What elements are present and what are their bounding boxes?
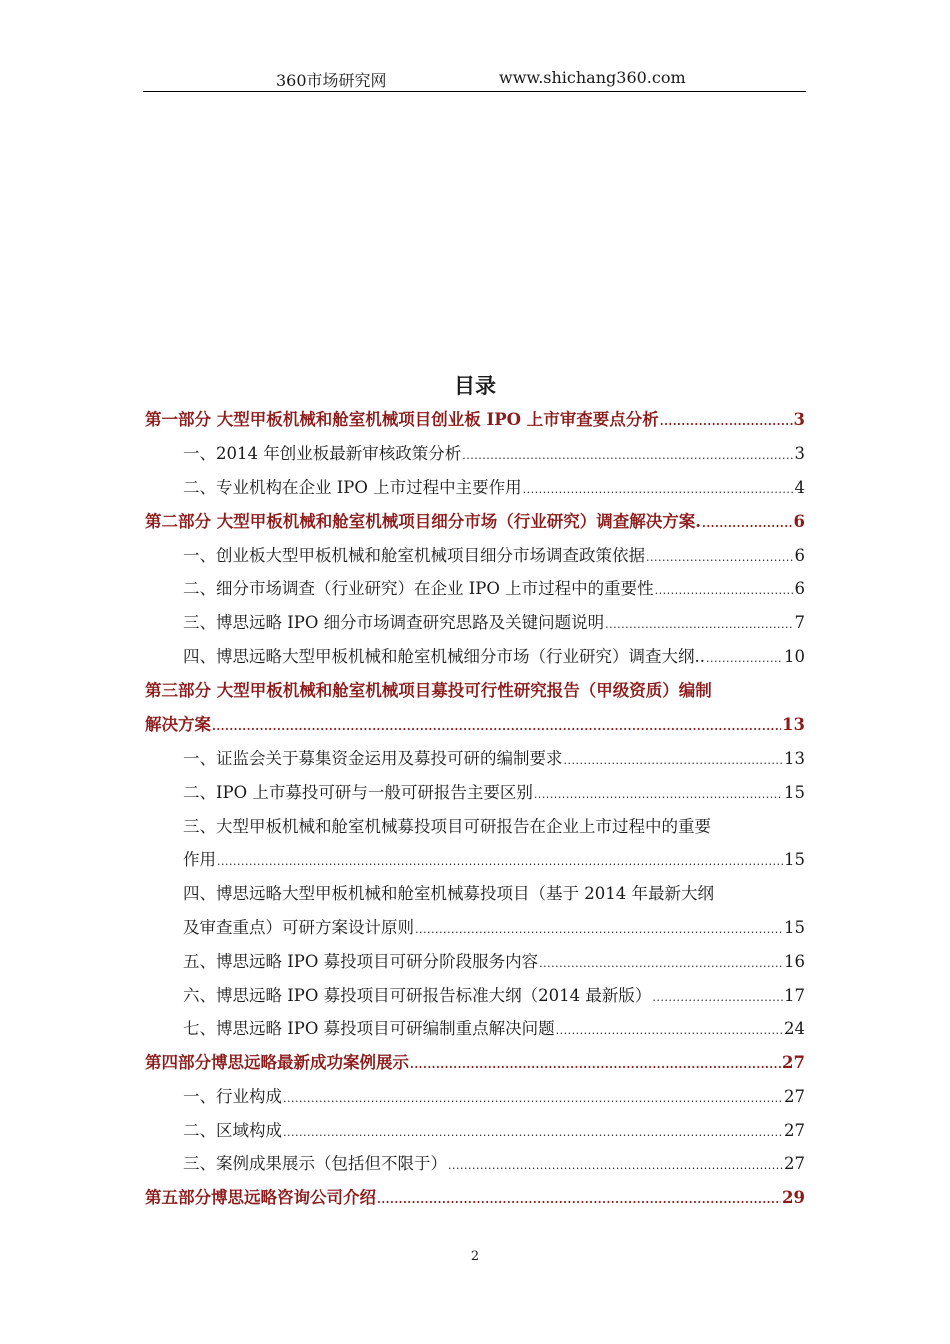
toc-page-number: 6	[793, 512, 805, 531]
toc-page-number: 15	[784, 783, 805, 802]
toc-page-number: 15	[784, 918, 805, 937]
toc-entry[interactable]: 六、博思远略 IPO 募投项目可研报告标准大纲（2014 最新版） ..... 17	[183, 985, 805, 1009]
toc-entry-part3[interactable]: 解决方案 ..... 13	[145, 714, 805, 738]
toc-page-number: 15	[784, 850, 805, 869]
toc-entry[interactable]: 一、创业板大型甲板机械和舱室机械项目细分市场调查政策依据 ..... 6	[183, 545, 805, 569]
toc-entry-part2[interactable]: 第二部分 大型甲板机械和舱室机械项目细分市场（行业研究）调查解决方案. ..... 6	[145, 511, 805, 535]
toc-entry[interactable]: 及审查重点）可研方案设计原则 ..... 15	[183, 917, 805, 941]
header-divider	[143, 91, 806, 92]
toc-entry-part5[interactable]: 第五部分博思远略咨询公司介绍 ..... 29	[145, 1187, 805, 1211]
toc-page-number: 6	[794, 546, 805, 565]
toc-entry[interactable]: 一、行业构成 ..... 27	[183, 1086, 805, 1110]
toc-page-number: 27	[784, 1154, 805, 1173]
toc-page-number: 6	[794, 579, 805, 598]
toc-entry-part3-line1[interactable]: 第三部分 大型甲板机械和舱室机械项目募投可行性研究报告（甲级资质）编制	[145, 681, 712, 700]
toc-entry-line1[interactable]: 三、大型甲板机械和舱室机械募投项目可研报告在企业上市过程中的重要	[183, 817, 711, 836]
toc-page-number: 29	[782, 1188, 805, 1207]
toc-entry-part1[interactable]: 第一部分 大型甲板机械和舱室机械项目创业板 IPO 上市审查要点分析 ..... 3	[145, 409, 805, 433]
page-header	[0, 68, 950, 90]
toc-entry[interactable]: 一、证监会关于募集资金运用及募投可研的编制要求 ..... 13	[183, 748, 805, 772]
toc-entry[interactable]: 三、案例成果展示（包括但不限于） ..... 27	[183, 1153, 805, 1177]
toc-entry[interactable]: 七、博思远略 IPO 募投项目可研编制重点解决问题 ..... 24	[183, 1018, 805, 1042]
toc-page-number: 3	[794, 444, 805, 463]
toc-entry[interactable]: 作用 ..... 15	[183, 849, 805, 873]
page-number: 2	[470, 1249, 480, 1264]
toc-entry-line1[interactable]: 四、博思远略大型甲板机械和舱室机械募投项目（基于 2014 年最新大纲	[183, 884, 714, 903]
toc-page-number: 17	[784, 986, 805, 1005]
toc-entry[interactable]: 二、区域构成 ..... 27	[183, 1120, 805, 1144]
toc-title: 目录	[454, 374, 496, 398]
toc-page-number: 4	[794, 478, 805, 497]
toc-page-number: 27	[784, 1087, 805, 1106]
toc-page-number: 7	[794, 613, 805, 632]
site-name: 360市场研究网	[276, 71, 387, 90]
toc-page-number: 27	[784, 1121, 805, 1140]
site-url[interactable]: www.shichang360.com	[499, 68, 686, 87]
toc-entry[interactable]: 五、博思远略 IPO 募投项目可研分阶段服务内容 ..... 16	[183, 951, 805, 975]
toc-entry[interactable]: 二、细分市场调查（行业研究）在企业 IPO 上市过程中的重要性 ..... 6	[183, 578, 805, 602]
toc-page-number: 10	[784, 647, 805, 666]
toc-entry-part4[interactable]: 第四部分博思远略最新成功案例展示 ..... 27	[145, 1052, 805, 1076]
toc-entry[interactable]: 四、博思远略大型甲板机械和舱室机械细分市场（行业研究）调查大纲.. ..... 10	[183, 646, 805, 670]
toc-entry[interactable]: 三、博思远略 IPO 细分市场调查研究思路及关键问题说明 ..... 7	[183, 612, 805, 636]
toc-page-number: 16	[784, 952, 805, 971]
toc-entry[interactable]: 一、2014 年创业板最新审核政策分析 ..... 3	[183, 443, 805, 467]
toc-page-number: 13	[784, 749, 805, 768]
toc-entry[interactable]: 二、专业机构在企业 IPO 上市过程中主要作用 ..... 4	[183, 477, 805, 501]
toc-entry[interactable]: 二、IPO 上市募投可研与一般可研报告主要区别 ..... 15	[183, 782, 805, 806]
toc-page-number: 24	[784, 1019, 805, 1038]
toc-page-number: 13	[782, 715, 805, 734]
toc-page-number: 27	[782, 1053, 805, 1072]
toc-page-number: 3	[793, 410, 805, 429]
